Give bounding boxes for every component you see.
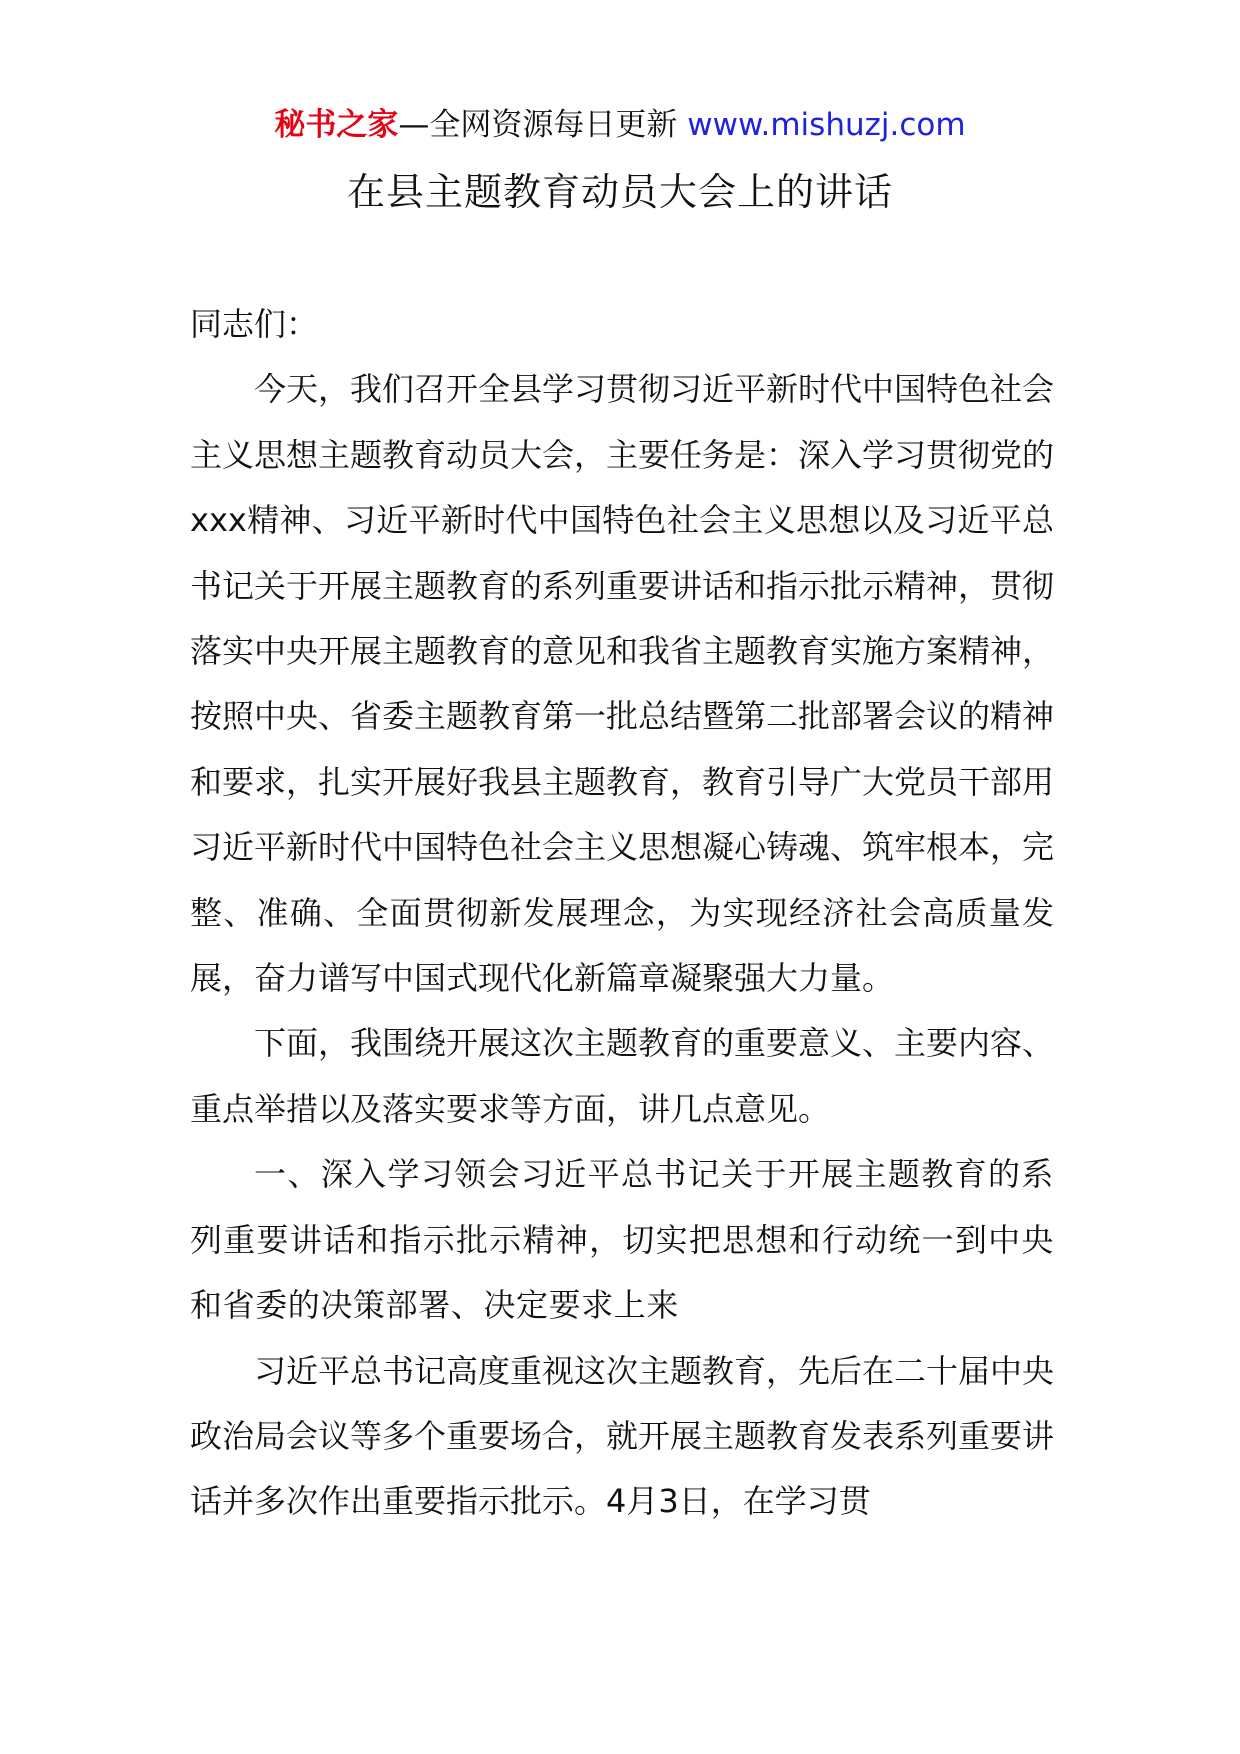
document-body: [190, 292, 1054, 1535]
banner-brand: 秘书之家: [274, 107, 399, 143]
paragraph-intro: 今天，我们召开全县学习贯彻习近平新时代中国特色社会主义思想主题教育动员大会，主要任务是：深入学习贯彻党的xxx精神、习近平新时代中国特色社会主义思想以及习近平总书记关于开展主题教育的系列重要讲话和指示批示精神，贯彻落实中央开展主题教育的意见和我省主题教育实施方案精神，按照中央、省委主题教育第一批总结暨第二批部署会议的精神和要求，扎实开展好我县主题教育，教育引导广大党员干部用习近平新时代中国特色社会主义思想凝心铸魂、筑牢根本，完整、准确、全面贯彻新发展理念，为实现经济社会高质量发展，奋力谱写中国式现代化新篇章凝聚强大力量。: [190, 370, 1055, 998]
paragraph-section-one: 习近平总书记高度重视这次主题教育，先后在二十届中央政治局会议等多个重要场合，就开展主题教育发表系列重要讲话并多次作出重要指示批示。4月3日，在学习贯: [190, 1351, 1055, 1521]
banner-slogan: —全网资源每日更新: [398, 107, 688, 143]
watermark-banner: [0, 100, 1240, 150]
salutation: 同志们：: [190, 305, 319, 343]
paragraph-outline: 下面，我围绕开展这次主题教育的重要意义、主要内容、重点举措以及落实要求等方面，讲几点意见。: [190, 1024, 1055, 1128]
document-title: 在县主题教育动员大会上的讲话: [346, 170, 893, 214]
banner-url: www.mishuzj.com: [687, 107, 966, 143]
section-heading: 一、深入学习领会习近平总书记关于开展主题教育的系列重要讲话和指示批示精神，切实把思想和行动统一到中央和省委的决策部署、决定要求上来: [190, 1155, 1054, 1325]
